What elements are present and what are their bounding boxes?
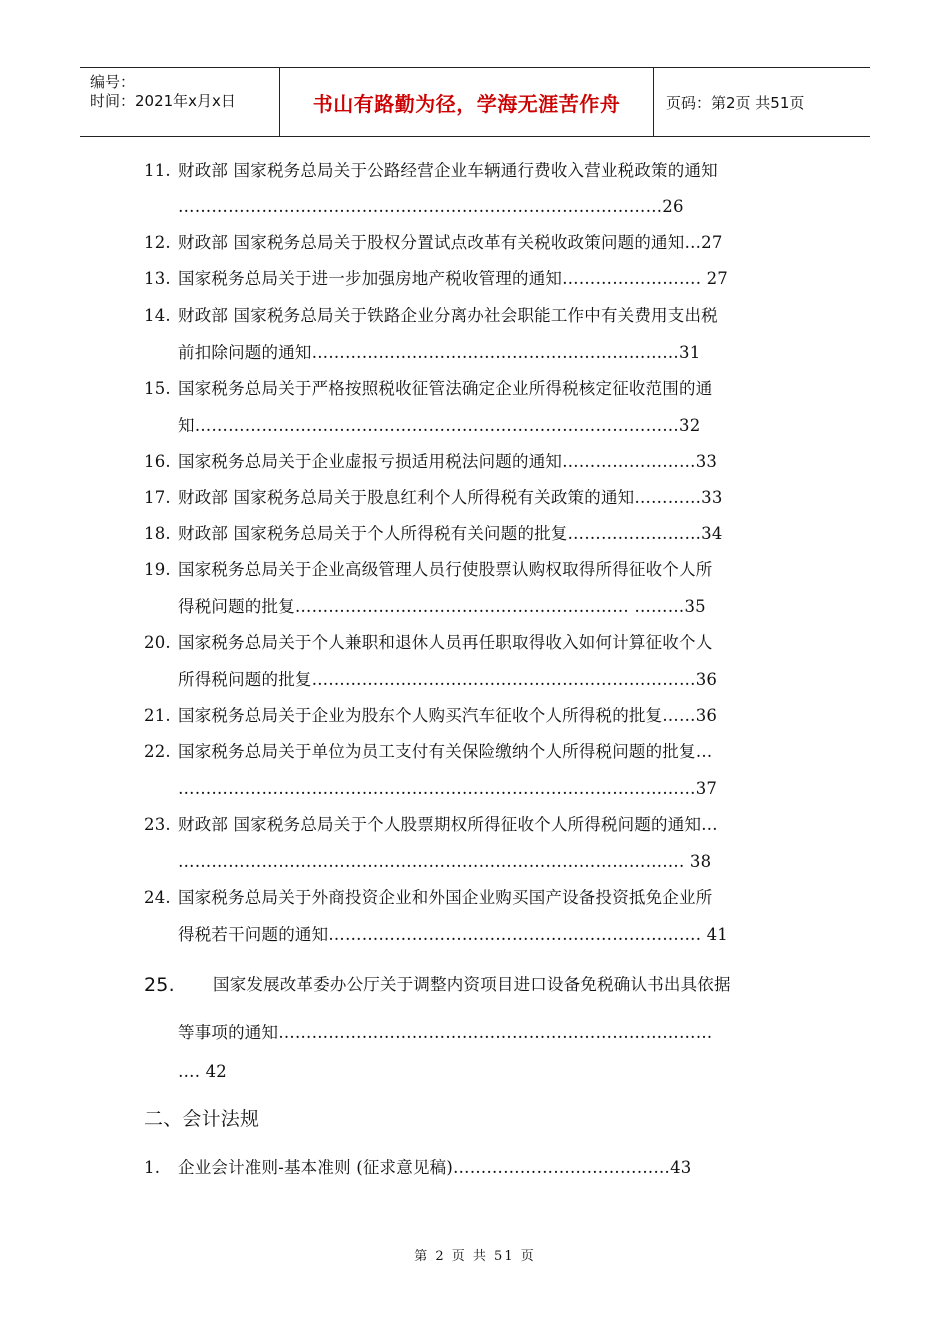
page-header: [80, 67, 870, 137]
toc-title-cont: 等事项的通知……………………………………………………………………: [178, 1023, 713, 1042]
toc-title: 财政部 国家税务总局关于个人股票期权所得征收个人所得税问题的通知…: [178, 815, 718, 834]
toc-leader: ………………………………………………………………………………. 38: [178, 852, 712, 871]
code-label: 编号：: [90, 73, 136, 91]
toc-title: 财政部 国家税务总局关于股权分置试点改革有关税收政策问题的通知…27: [178, 233, 723, 252]
toc-number: 24.: [144, 888, 171, 907]
toc-title: 国家发展改革委办公厅关于调整内资项目进口设备免税确认书出具依据: [213, 975, 731, 994]
toc-title: 财政部 国家税务总局关于个人所得税有关问题的批复……………………34: [178, 524, 723, 543]
toc-number: 22.: [144, 742, 171, 761]
toc-title: 国家税务总局关于严格按照税收征管法确定企业所得税核定征收范围的通: [178, 379, 713, 398]
toc-number: 20.: [144, 633, 171, 652]
toc-number: 17.: [144, 488, 171, 507]
toc-number: 1.: [144, 1158, 161, 1177]
section-title: 二、会计法规: [144, 1108, 260, 1130]
toc-title: 国家税务总局关于企业为股东个人购买汽车征收个人所得税的批复……36: [178, 706, 718, 725]
toc-number: 11.: [144, 161, 171, 180]
toc-title: 财政部 国家税务总局关于股息红利个人所得税有关政策的通知…………33: [178, 488, 723, 507]
toc-number: 16.: [144, 452, 171, 471]
toc-leader: ……………………………………………………………………………26: [178, 197, 684, 216]
toc-leader: 前扣除问题的通知…………………………………………………………31: [178, 343, 701, 362]
toc-title: 国家税务总局关于外商投资企业和外国企业购买国产设备投资抵免企业所: [178, 888, 713, 907]
header-meta: [80, 68, 280, 136]
toc-leader: 得税若干问题的通知…………………………………………………………. 41: [178, 925, 728, 944]
toc-number: 21.: [144, 706, 171, 725]
toc-leader: 知……………………………………………………………………………32: [178, 416, 701, 435]
toc-title: 国家税务总局关于企业虚报亏损适用税法问题的通知……………………33: [178, 452, 718, 471]
toc-title: 国家税务总局关于个人兼职和退休人员再任职取得收入如何计算征收个人: [178, 633, 713, 652]
toc-leader: 所得税问题的批复……………………………………………………………36: [178, 670, 718, 689]
page-footer: 第 2 页 共 51 页: [414, 1249, 536, 1264]
header-motto: 书山有路勤为径，学海无涯苦作舟: [280, 68, 654, 136]
toc-number: 13.: [144, 269, 171, 288]
toc-number: 25.: [144, 974, 175, 996]
toc-number: 18.: [144, 524, 171, 543]
toc-number: 15.: [144, 379, 171, 398]
toc-title: 企业会计准则-基本准则 (征求意见稿)…………………………………43: [178, 1158, 692, 1177]
toc-title: 国家税务总局关于进一步加强房地产税收管理的通知……………………. 27: [178, 269, 728, 288]
toc-title: 国家税务总局关于单位为员工支付有关保险缴纳个人所得税问题的批复…: [178, 742, 713, 761]
toc-number: 12.: [144, 233, 171, 252]
toc-title: 财政部 国家税务总局关于铁路企业分离办社会职能工作中有关费用支出税: [178, 306, 718, 325]
toc-leader: …. 42: [178, 1062, 227, 1081]
toc-number: 14.: [144, 306, 171, 325]
toc-title: 财政部 国家税务总局关于公路经营企业车辆通行费收入营业税政策的通知: [178, 161, 718, 180]
header-page-info: 页码：第2页 共51页: [666, 93, 805, 112]
toc-title: 国家税务总局关于企业高级管理人员行使股票认购权取得所得征收个人所: [178, 560, 713, 579]
toc-number: 19.: [144, 560, 171, 579]
toc-leader: 得税问题的批复…………………………………………………… ………35: [178, 597, 706, 616]
toc-leader: …………………………………………………………………………………37: [178, 779, 718, 798]
toc-number: 23.: [144, 815, 171, 834]
time-label: 时间：2021年x月x日: [90, 92, 236, 110]
